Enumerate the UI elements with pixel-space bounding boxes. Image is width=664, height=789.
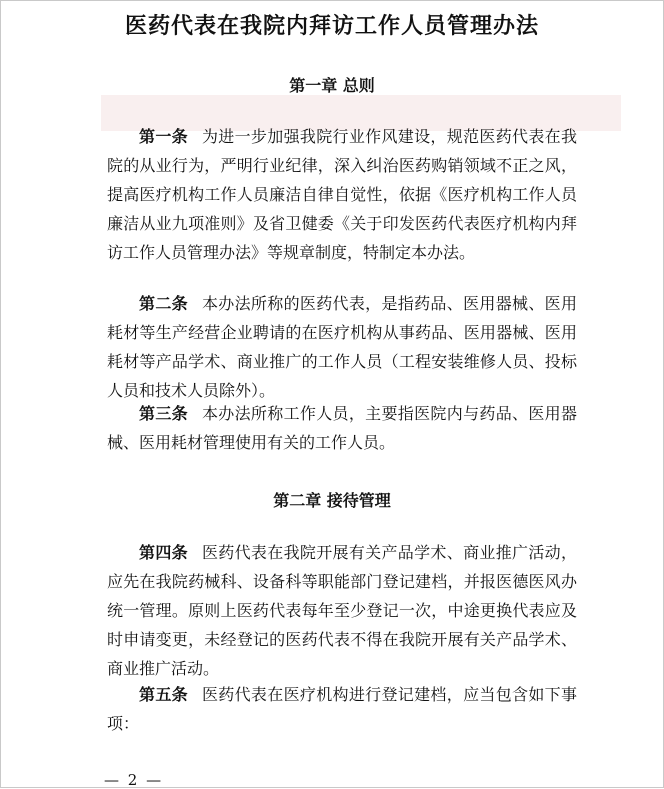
chapter-heading-1: 第一章 总则 <box>289 76 375 95</box>
article-5 <box>107 680 577 738</box>
article-4-text: 医药代表在我院开展有关产品学术、商业推广活动，应先在我院药械科、设备科等职能部门登记建档，并报医德医风办统一管理。原则上医药代表每年至少登记一次，中途更换代表应及时申请变更，未经登记的医药代表不得在我院开展有关产品学术、商业推广活动。 <box>107 543 577 678</box>
article-2-label: 第二条 <box>139 294 188 313</box>
page-number: — 2 — <box>104 771 164 789</box>
chapter-heading-2: 第二章 接待管理 <box>273 491 391 510</box>
article-4-label: 第四条 <box>139 543 188 562</box>
article-2 <box>107 289 577 405</box>
article-1 <box>107 122 577 267</box>
article-1-label: 第一条 <box>139 127 188 146</box>
article-5-text: 医药代表在医疗机构进行登记建档，应当包含如下事项： <box>107 685 577 733</box>
document-title: 医药代表在我院内拜访工作人员管理办法 <box>124 13 539 39</box>
article-3 <box>107 399 577 457</box>
article-3-text: 本办法所称工作人员，主要指医院内与药品、医用器械、医用耗材管理使用有关的工作人员。 <box>107 404 577 452</box>
article-1-text: 为进一步加强我院行业作风建设，规范医药代表在我院的从业行为，严明行业纪律，深入纠治医药购销领域不正之风，提高医疗机构工作人员廉洁自律自觉性，依据《医疗机构工作人员廉洁从业九项准则》及省卫健委《关于印发医药代表医疗机构内拜访工作人员管理办法》等规章制度，特制定本办法。 <box>107 127 577 262</box>
article-3-label: 第三条 <box>139 404 188 423</box>
article-4 <box>107 538 577 683</box>
article-5-label: 第五条 <box>139 685 188 704</box>
article-2-text: 本办法所称的医药代表，是指药品、医用器械、医用耗材等生产经营企业聘请的在医疗机构从事药品、医用器械、医用耗材等产品学术、商业推广的工作人员（工程安装维修人员、投标人员和技术人员除外）。 <box>107 294 577 400</box>
